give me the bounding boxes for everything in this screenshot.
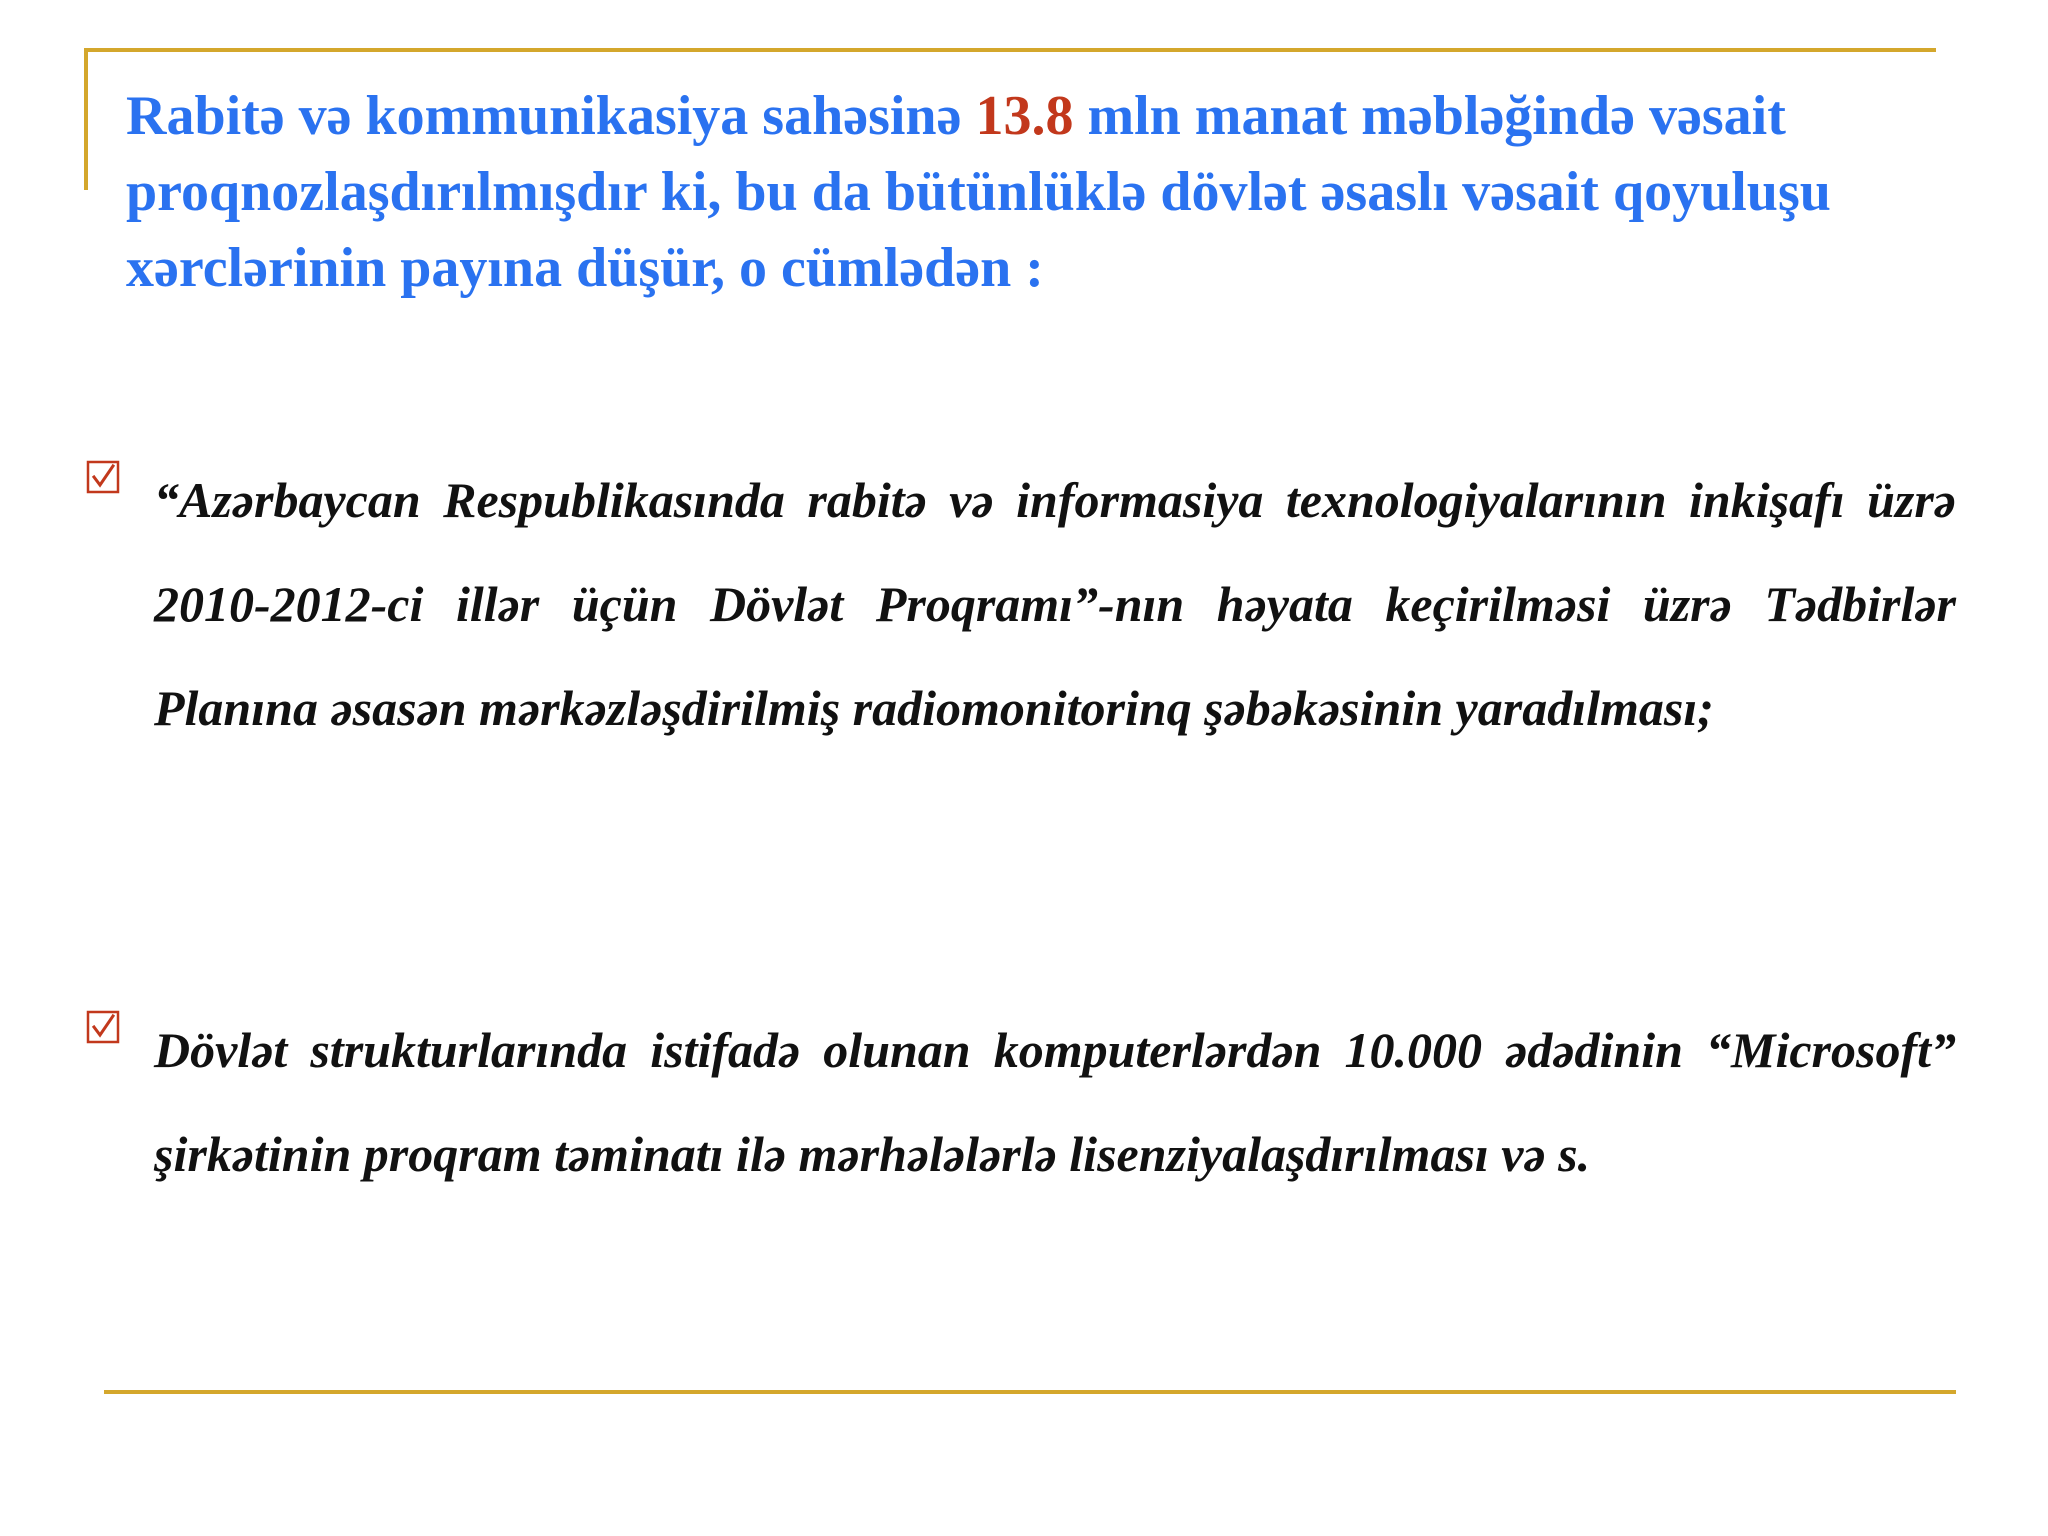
bottom-accent-line	[104, 1390, 1956, 1394]
top-accent-line	[84, 48, 1936, 52]
title-amount: 13.8	[975, 85, 1074, 147]
bullet-text-1: “Azərbaycan Respublikasında rabitə və informasiya texnologiyalarının inkişafı üzrə 2010-2012-ci illər üçün Dövlət Proqramı”-nın həyata keçirilməsi üzrə Tədbirlər Planına əsasən mərkəzləşdirilmiş radiomonitorinq şəbəkəsinin yaradılması;	[154, 472, 1956, 736]
checkbox-checked-icon	[86, 1010, 120, 1044]
title-text-after: mln manat məbləğində vəsait proqnozlaşdırılmışdır ki, bu da bütünlüklə dövlət əsaslı vəsait qoyuluşu xərclərinin payına düşür, o cümlədən :	[126, 85, 1831, 299]
bullet-item-2	[86, 998, 1956, 1206]
checkbox-checked-icon	[86, 460, 120, 494]
slide-title	[126, 78, 2016, 306]
title-text-before: Rabitə və kommunikasiya sahəsinə	[126, 85, 976, 147]
left-accent-line	[84, 48, 88, 190]
bullet-item-1	[86, 448, 1956, 760]
bullet-text-2: Dövlət strukturlarında istifadə olunan komputerlərdən 10.000 ədədinin “Microsoft” şirkətinin proqram təminatı ilə mərhələlərlə lisenziyalaşdırılması və s.	[154, 1022, 1956, 1182]
